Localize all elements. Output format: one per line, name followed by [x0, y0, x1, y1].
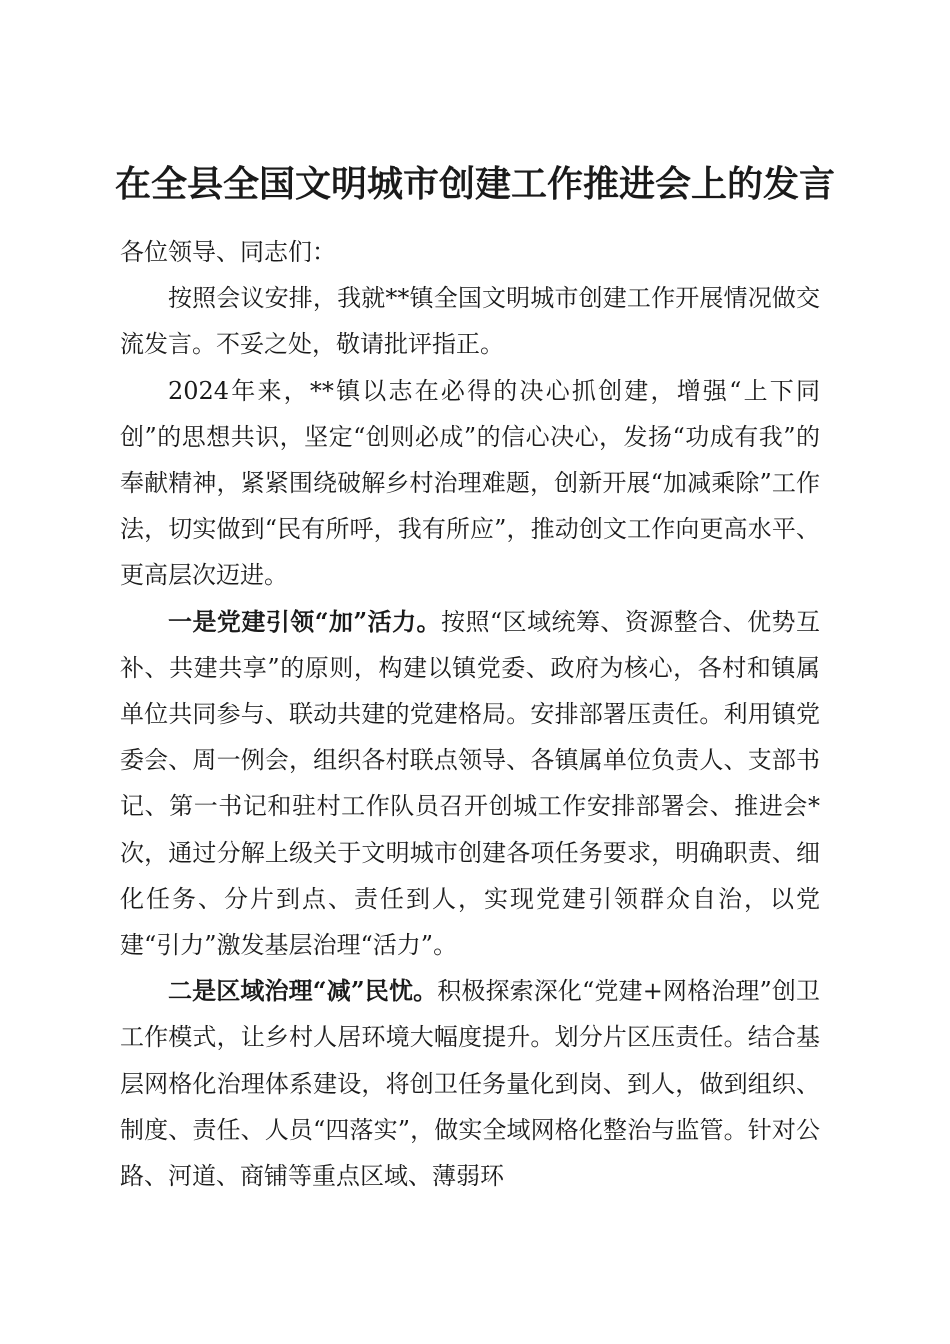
- document-title: 在全县全国文明城市创建工作推进会上的发言: [114, 163, 835, 206]
- paragraph-regional-governance: [120, 968, 820, 1199]
- paragraph-lead: 一是党建引领“加”活力。: [168, 606, 441, 636]
- paragraph-text: 按照“区域统筹、资源整合、优势互补、共建共享”的原则，构建以镇党委、政府为核心，各村和镇属单位共同参与、联动共建的党建格局。安排部署压责任。利用镇党委会、周一例会，组织各村联点领导、各镇属单位负责人、支部书记、第一书记和驻村工作队员召开创城工作安排部署会、推进会*次，通过分解上级关于文明城市创建各项任务要求，明确职责、细化任务、分片到点、责任到人，实现党建引领群众自治，以党建“引力”激发基层治理“活力”。: [120, 607, 820, 960]
- paragraph-intro: [120, 275, 820, 367]
- paragraph-party-building: [120, 599, 820, 969]
- paragraph-lead: 二是区域治理“减”民忧。: [168, 976, 438, 1006]
- paragraph-text: 按照会议安排，我就**镇全国文明城市创建工作开展情况做交流发言。不妥之处，敬请批评指正。: [120, 284, 820, 359]
- paragraph-overview: [120, 368, 820, 599]
- paragraph-text: 积极探索深化“党建+网格治理”创卫工作模式，让乡村人居环境大幅度提升。划分片区压责任。结合基层网格化治理体系建设，将创卫任务量化到岗、到人，做到组织、制度、责任、人员“四落实”，做实全域网格化整治与监管。针对公路、河道、商铺等重点区域、薄弱环: [120, 977, 821, 1191]
- salutation: 各位领导、同志们：: [120, 238, 336, 266]
- paragraph-text: 2024年来，**镇以志在必得的决心抓创建，增强“上下同创”的思想共识，坚定“创则必成”的信心决心，发扬“功成有我”的奉献精神，紧紧围绕破解乡村治理难题，创新开展“加减乘除”工作法，切实做到“民有所呼，我有所应”，推动创文工作向更高水平、更高层次迈进。: [120, 376, 820, 590]
- document-body: [120, 229, 820, 1199]
